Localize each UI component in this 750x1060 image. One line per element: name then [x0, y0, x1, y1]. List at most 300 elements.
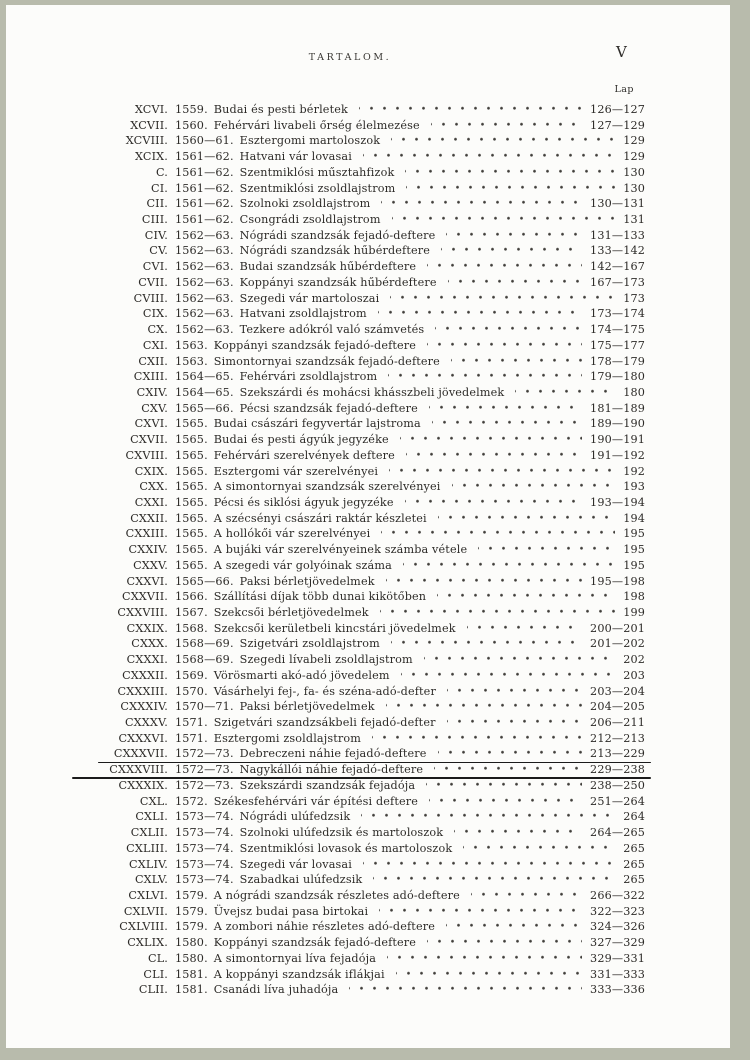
entry-pages: 130—131: [590, 197, 645, 211]
entry-numeral: CX.: [147, 323, 168, 337]
entry-numeral: CIII.: [141, 213, 168, 227]
entry-numeral: CI.: [151, 181, 168, 195]
entry-numeral: CXXVIII.: [117, 606, 168, 619]
dot-leader: [424, 652, 615, 668]
entry-year: 1570—71.: [175, 700, 234, 714]
entry-title: A nógrádi szandzsák részletes adó-deftere: [213, 888, 460, 902]
entry-pages: 265: [623, 873, 645, 887]
dot-leader: [429, 401, 582, 417]
entry-year: 1573—74.: [175, 810, 234, 824]
entry-pages: 178—179: [590, 354, 645, 368]
entry-title: Budai szandzsák hűbérdeftere: [239, 260, 417, 274]
entry-title: A simontornyai líva fejadója: [213, 951, 377, 965]
entry-year: 1567.: [175, 606, 208, 619]
toc-row: [60, 212, 645, 228]
entry-year: 1570.: [175, 684, 208, 698]
entry-year: 1581.: [175, 967, 208, 981]
toc-row: [60, 621, 645, 637]
entry-year: 1561—62.: [175, 213, 234, 227]
toc-row: [60, 511, 645, 527]
dot-leader: [441, 243, 582, 259]
entry-pages: 189—190: [590, 417, 645, 431]
entry-year: 1561—62.: [175, 181, 234, 195]
dot-leader: [447, 684, 582, 700]
entry-pages: 175—177: [590, 338, 645, 352]
entry-pages: 265: [623, 857, 645, 871]
dot-leader: [406, 181, 615, 197]
entry-pages: 181—189: [590, 401, 645, 415]
entry-title: Szentmiklósi lovasok és martoloszok: [239, 841, 453, 855]
page-surface: [6, 5, 730, 1048]
dot-leader: [515, 385, 615, 401]
entry-pages: 126—127: [590, 103, 645, 116]
toc-row: [60, 479, 645, 495]
toc-row: [60, 888, 645, 904]
entry-numeral: CVI.: [142, 260, 168, 274]
entry-pages: 142—167: [590, 260, 645, 274]
toc-row: [60, 259, 645, 275]
entry-numeral: CXIII.: [133, 370, 168, 384]
entry-title: Üvejsz budai pasa birtokai: [213, 904, 369, 918]
toc-row: [60, 652, 645, 668]
entry-pages: 202: [623, 653, 645, 667]
entry-pages: 331—333: [590, 967, 645, 981]
dot-leader: [405, 495, 582, 511]
toc-row: [60, 354, 645, 370]
entry-year: 1568.: [175, 621, 208, 635]
entry-numeral: CLII.: [138, 983, 168, 997]
dot-leader: [387, 951, 582, 967]
entry-year: 1562—63.: [175, 307, 234, 321]
toc-row: [60, 306, 645, 322]
entry-pages: 129: [623, 134, 645, 148]
entry-title: Szolnoki zsoldlajstrom: [239, 197, 371, 211]
entry-numeral: CXXXVI.: [118, 731, 168, 745]
entry-title: Szegedi vár martoloszai: [239, 291, 380, 305]
entry-title: Koppányi szandzsák fejadó-deftere: [213, 936, 417, 950]
toc-row: [60, 196, 645, 212]
entry-numeral: CXXXIX.: [118, 778, 168, 792]
entry-pages: 190—191: [590, 433, 645, 447]
entry-title: Nagykállói náhie fejadó-deftere: [239, 763, 424, 777]
entry-numeral: CXXX.: [131, 637, 168, 651]
entry-year: 1566.: [175, 590, 208, 604]
entry-year: 1565.: [175, 495, 208, 509]
entry-title: Szigetvári szandzsákbeli fejadó-defter: [213, 716, 436, 730]
entry-year: 1560.: [175, 118, 208, 132]
entry-pages: 206—211: [590, 716, 645, 730]
toc-row: [60, 919, 645, 935]
entry-title: Szentmiklósi műsztahfizok: [239, 165, 395, 179]
entry-year: 1573—74.: [175, 826, 234, 840]
entry-numeral: CXXXII.: [122, 668, 168, 682]
entry-title: Vörösmarti akó-adó jövedelem: [213, 668, 390, 682]
dot-leader: [386, 699, 582, 715]
entry-numeral: CXVII.: [130, 433, 168, 447]
toc-row: [60, 982, 645, 998]
entry-year: 1565.: [175, 464, 208, 478]
dot-leader: [401, 668, 616, 684]
entry-title: Vásárhelyi fej-, fa- és széna-adó-defter: [213, 684, 436, 698]
entry-year: 1562—63.: [175, 228, 234, 242]
entry-pages: 204—205: [590, 700, 645, 714]
folio-page-number: V: [616, 43, 627, 61]
entry-numeral: CL.: [148, 951, 168, 965]
toc-row: [60, 794, 645, 810]
toc-row: [60, 935, 645, 951]
entry-title: Szegedi vár lovasai: [239, 857, 352, 871]
entry-year: 1559.: [175, 103, 208, 116]
entry-numeral: CXII.: [138, 354, 168, 368]
entry-pages: 264: [623, 810, 645, 824]
toc-row: [60, 841, 645, 857]
entry-pages: 329—331: [590, 951, 645, 965]
toc-row: [60, 149, 645, 165]
entry-year: 1565.: [175, 511, 208, 525]
entry-title: Szállítási díjak több dunai kikötőben: [213, 590, 427, 604]
dot-leader: [392, 212, 616, 228]
entry-numeral: CXLIII.: [126, 841, 168, 855]
entry-pages: 200—201: [590, 621, 645, 635]
toc-row: [60, 118, 645, 134]
entry-title: A hollókői vár szerelvényei: [213, 527, 371, 541]
entry-title: Szolnoki ulúfedzsik és martoloszok: [239, 826, 444, 840]
entry-year: 1580.: [175, 936, 208, 950]
entry-pages: 167—173: [590, 275, 645, 289]
entry-pages: 173: [623, 291, 645, 305]
entry-pages: 324—326: [590, 920, 645, 934]
entry-numeral: CXIX.: [134, 464, 168, 478]
entry-numeral: CXLV.: [134, 873, 168, 887]
entry-numeral: CXXII.: [130, 511, 168, 525]
entry-title: Budai és pesti bérletek: [213, 103, 348, 116]
entry-pages: 203: [623, 668, 645, 682]
dot-leader: [431, 118, 582, 134]
entry-numeral: CXLVIII.: [119, 920, 168, 934]
dot-leader: [432, 416, 582, 432]
dot-leader: [427, 259, 582, 275]
dot-leader: [386, 574, 582, 590]
toc-row: [60, 416, 645, 432]
dot-leader: [405, 165, 615, 181]
entry-year: 1573—74.: [175, 841, 234, 855]
dot-leader: [373, 872, 615, 888]
entry-numeral: CXXXIV.: [120, 700, 168, 714]
entry-year: 1562—63.: [175, 323, 234, 337]
entry-pages: 198: [623, 590, 645, 604]
entry-numeral: CXXIII.: [125, 527, 168, 541]
dot-leader: [363, 149, 615, 165]
toc-row: [60, 133, 645, 149]
toc-row: [60, 448, 645, 464]
entry-pages: 327—329: [590, 936, 645, 950]
entry-year: 1572.: [175, 794, 208, 808]
entry-year: 1560—61.: [175, 134, 234, 148]
entry-title: Paksi bérletjövedelmek: [239, 574, 375, 588]
entry-year: 1572—73.: [175, 778, 234, 792]
entry-numeral: CXI.: [142, 338, 168, 352]
toc-row: [60, 699, 645, 715]
dot-leader: [452, 479, 616, 495]
entry-title: Tezkere adókról való számvetés: [239, 323, 425, 337]
entry-pages: 266—322: [590, 888, 645, 902]
toc-row: [60, 668, 645, 684]
entry-year: 1565.: [175, 480, 208, 494]
toc-row: [60, 967, 645, 983]
toc-row: [60, 904, 645, 920]
entry-title: Fehérvári livabeli őrség élelmezése: [213, 118, 420, 132]
dot-leader: [427, 935, 582, 951]
entry-title: Pécsi és siklósi ágyuk jegyzéke: [213, 495, 394, 509]
entry-year: 1579.: [175, 920, 208, 934]
entry-numeral: CXXXVII.: [113, 747, 168, 761]
toc-row: [60, 778, 645, 794]
entry-pages: 201—202: [590, 637, 645, 651]
entry-numeral: CVIII.: [133, 291, 168, 305]
entry-year: 1561—62.: [175, 197, 234, 211]
entry-pages: 322—323: [590, 904, 645, 918]
toc-list: [60, 102, 645, 998]
entry-numeral: XCVIII.: [125, 134, 168, 148]
entry-numeral: CXLVI.: [128, 888, 168, 902]
entry-title: Csanádi líva juhadója: [213, 983, 339, 997]
entry-numeral: CXXXIII.: [117, 684, 168, 698]
entry-title: A bujáki vár szerelvényeinek számba vétele: [213, 543, 468, 557]
entry-title: Székesfehérvári vár építési deftere: [213, 794, 419, 808]
dot-leader: [381, 196, 582, 212]
entry-numeral: XCVII.: [130, 118, 168, 132]
entry-pages: 180: [623, 385, 645, 399]
toc-row: [60, 574, 645, 590]
entry-year: 1569.: [175, 668, 208, 682]
entry-title: Szabadkai ulúfedzsik: [239, 873, 363, 887]
entry-pages: 173—174: [590, 307, 645, 321]
entry-title: A szécsényi császári raktár készletei: [213, 511, 427, 525]
toc-row: [60, 542, 645, 558]
entry-title: Simontornyai szandzsák fejadó-deftere: [213, 354, 440, 368]
entry-numeral: CXXIV.: [128, 543, 168, 557]
entry-year: 1580.: [175, 951, 208, 965]
entry-numeral: CXXXVIII.: [109, 763, 168, 777]
toc-row: [60, 857, 645, 873]
entry-numeral: CXLVII.: [123, 904, 168, 918]
entry-pages: 333—336: [590, 983, 645, 997]
toc-row: [60, 746, 645, 762]
dot-leader: [438, 511, 615, 527]
entry-numeral: CXIV.: [136, 385, 168, 399]
entry-numeral: CLI.: [143, 967, 168, 981]
toc-row: [60, 605, 645, 621]
entry-title: A zombori náhie részletes adó-deftere: [213, 920, 435, 934]
entry-numeral: CXVI.: [134, 417, 168, 431]
entry-pages: 195—198: [590, 574, 645, 588]
entry-numeral: CV.: [149, 244, 168, 258]
toc-row: [60, 369, 645, 385]
dot-leader: [379, 904, 582, 920]
dot-leader: [438, 746, 582, 762]
toc-row: [60, 322, 645, 338]
entry-title: Koppányi szandzsák fejadó-deftere: [213, 338, 417, 352]
toc-row: [60, 291, 645, 307]
entry-pages: 199: [623, 606, 645, 619]
entry-pages: 194: [623, 511, 645, 525]
entry-pages: 213—229: [590, 747, 645, 761]
entry-numeral: XCVI.: [134, 103, 168, 116]
entry-numeral: XCIX.: [134, 150, 168, 164]
toc-row: [60, 181, 645, 197]
dot-leader: [446, 228, 582, 244]
dot-leader: [391, 133, 615, 149]
toc-row: [60, 872, 645, 888]
entry-year: 1571.: [175, 731, 208, 745]
page-column-header: Lap: [614, 84, 634, 95]
entry-year: 1562—63.: [175, 275, 234, 289]
dot-leader: [400, 432, 582, 448]
dot-leader: [435, 322, 582, 338]
entry-title: Nógrádi ulúfedzsik: [239, 810, 351, 824]
entry-title: Nógrádi szandzsák hűbérdeftere: [239, 244, 431, 258]
dot-leader: [403, 558, 615, 574]
entry-title: Esztergomi vár szerelvényei: [213, 464, 379, 478]
entry-year: 1564—65.: [175, 385, 234, 399]
entry-year: 1565—66.: [175, 574, 234, 588]
dot-leader: [359, 102, 582, 118]
entry-title: Nógrádi szandzsák fejadó-deftere: [239, 228, 436, 242]
toc-row: [60, 558, 645, 574]
dot-leader: [471, 888, 582, 904]
entry-year: 1564—65.: [175, 370, 234, 384]
entry-pages: 129: [623, 150, 645, 164]
entry-pages: 212—213: [590, 731, 645, 745]
entry-numeral: CXLII.: [130, 826, 168, 840]
entry-pages: 229—238: [590, 763, 645, 777]
entry-title: Budai és pesti ágyúk jegyzéke: [213, 433, 389, 447]
running-title: TARTALOM.: [308, 52, 392, 63]
toc-row: [60, 243, 645, 259]
entry-title: Hatvani vár lovasai: [239, 150, 352, 164]
entry-numeral: CXXVII.: [121, 590, 168, 604]
dot-leader: [426, 778, 582, 794]
entry-pages: 193—194: [590, 495, 645, 509]
entry-pages: 203—204: [590, 684, 645, 698]
entry-year: 1581.: [175, 983, 208, 997]
entry-year: 1573—74.: [175, 873, 234, 887]
toc-row: [60, 385, 645, 401]
entry-numeral: CXLIV.: [129, 857, 168, 871]
entry-year: 1561—62.: [175, 150, 234, 164]
dot-leader: [361, 809, 615, 825]
entry-year: 1565.: [175, 448, 208, 462]
dot-leader: [427, 338, 582, 354]
entry-title: Koppányi szandzsák hűbérdeftere: [239, 275, 437, 289]
entry-title: Esztergomi martoloszok: [239, 134, 381, 148]
toc-row: [60, 228, 645, 244]
entry-pages: 195: [623, 558, 645, 572]
entry-year: 1565.: [175, 417, 208, 431]
entry-title: Csongrádi zsoldlajstrom: [239, 213, 381, 227]
entry-numeral: CXXIX.: [126, 621, 168, 635]
entry-pages: 131: [623, 213, 645, 227]
entry-year: 1579.: [175, 904, 208, 918]
entry-title: Szentmiklósi zsoldlajstrom: [239, 181, 396, 195]
toc-row: [60, 464, 645, 480]
entry-pages: 130: [623, 165, 645, 179]
entry-numeral: CXX.: [139, 480, 168, 494]
entry-title: Szigetvári zsoldlajstrom: [239, 637, 380, 651]
toc-row: [60, 338, 645, 354]
entry-year: 1561—62.: [175, 165, 234, 179]
entry-title: Esztergomi zsoldlajstrom: [213, 731, 362, 745]
entry-year: 1568—69.: [175, 637, 234, 651]
entry-numeral: CIX.: [142, 307, 168, 321]
dot-leader: [406, 448, 582, 464]
entry-title: A simontornyai szandzsák szerelvényei: [213, 480, 441, 494]
entry-title: Pécsi szandzsák fejadó-deftere: [239, 401, 418, 415]
dot-leader: [372, 731, 582, 747]
entry-title: Szegedi lívabeli zsoldlajstrom: [239, 653, 413, 667]
toc-row: [60, 684, 645, 700]
entry-pages: 264—265: [590, 826, 645, 840]
entry-numeral: CXXV.: [133, 558, 168, 572]
entry-title: A szegedi vár golyóinak száma: [213, 558, 392, 572]
toc-row: [60, 636, 645, 652]
entry-pages: 251—264: [590, 794, 645, 808]
entry-numeral: CXXVI.: [126, 574, 168, 588]
dot-leader: [349, 982, 582, 998]
entry-year: 1572—73.: [175, 747, 234, 761]
dot-leader: [380, 605, 615, 621]
toc-row: [60, 495, 645, 511]
dot-leader: [388, 369, 582, 385]
entry-year: 1573—74.: [175, 857, 234, 871]
entry-pages: 179—180: [590, 370, 645, 384]
entry-title: Paksi bérletjövedelmek: [239, 700, 375, 714]
entry-year: 1565.: [175, 543, 208, 557]
entry-year: 1565.: [175, 433, 208, 447]
entry-pages: 195: [623, 543, 645, 557]
toc-row: [60, 275, 645, 291]
toc-row: [60, 715, 645, 731]
entry-year: 1563.: [175, 338, 208, 352]
entry-numeral: CXLI.: [135, 810, 168, 824]
dot-leader: [378, 306, 582, 322]
toc-row: [60, 589, 645, 605]
dot-leader: [390, 291, 615, 307]
entry-pages: 131—133: [590, 228, 645, 242]
entry-year: 1565.: [175, 527, 208, 541]
dot-leader: [363, 857, 615, 873]
entry-title: A koppányi szandzsák iflákjai: [213, 967, 385, 981]
dot-leader: [396, 967, 582, 983]
entry-year: 1562—63.: [175, 291, 234, 305]
dot-leader: [454, 825, 582, 841]
toc-row: [60, 432, 645, 448]
toc-row: [60, 825, 645, 841]
entry-year: 1568—69.: [175, 653, 234, 667]
dot-leader: [451, 354, 582, 370]
entry-numeral: CVII.: [138, 275, 168, 289]
entry-year: 1565—66.: [175, 401, 234, 415]
entry-year: 1562—63.: [175, 260, 234, 274]
entry-title: Fehérvári szerelvények deftere: [213, 448, 395, 462]
entry-numeral: CII.: [146, 197, 168, 211]
entry-pages: 133—142: [590, 244, 645, 258]
toc-row: [60, 731, 645, 747]
dot-leader: [429, 794, 582, 810]
toc-row: [60, 951, 645, 967]
entry-pages: 174—175: [590, 323, 645, 337]
toc-row: [60, 526, 645, 542]
